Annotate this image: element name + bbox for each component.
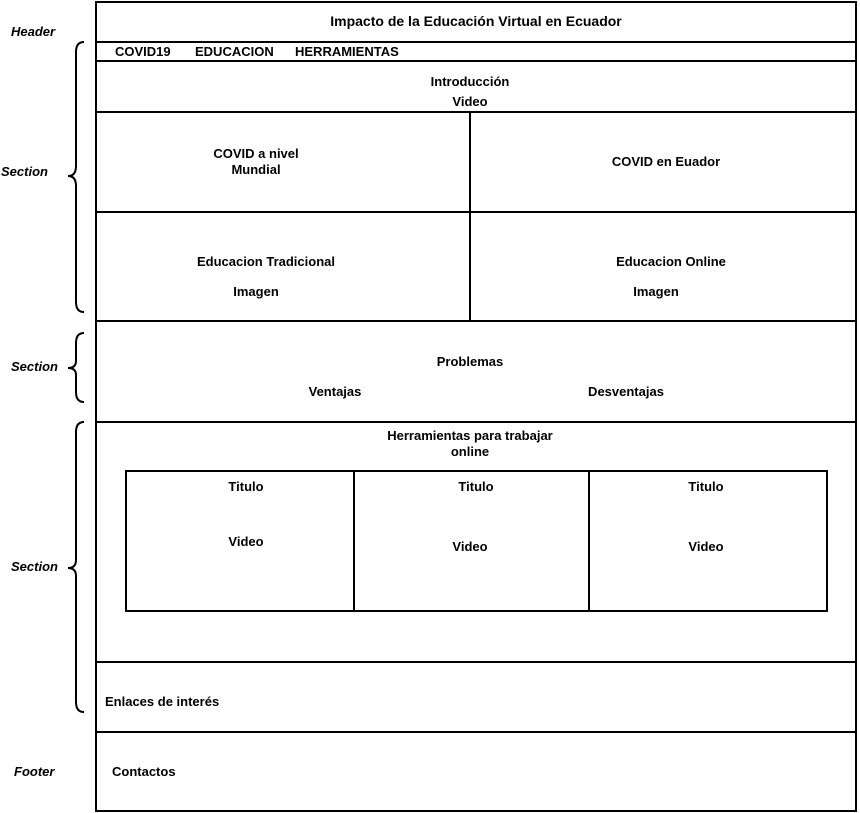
nav-item-covid19[interactable]: COVID19 <box>115 44 171 59</box>
section3-label: Section <box>11 559 58 574</box>
tool-card-1-video: Video <box>228 534 264 549</box>
covid-world-line1: COVID a nivel <box>213 146 299 161</box>
footer-contacts[interactable]: Contactos <box>112 764 176 779</box>
covid-world-line2: Mundial <box>231 162 281 177</box>
tool-card-2-video: Video <box>452 539 488 554</box>
edu-traditional-title: Educacion Tradicional <box>197 254 335 269</box>
intro-title: Introducción <box>430 74 510 89</box>
footer-label: Footer <box>14 764 55 779</box>
disadvantages-label: Desventajas <box>588 384 664 399</box>
section-braces <box>0 0 96 813</box>
page-title: Impacto de la Educación Virtual en Ecuador <box>330 13 622 29</box>
problems-box <box>95 320 857 423</box>
tool-card-3-video: Video <box>688 539 724 554</box>
header-label: Header <box>11 24 56 39</box>
problems-title: Problemas <box>436 354 504 369</box>
covid-ecuador-title: COVID en Euador <box>611 154 721 169</box>
edu-online-title: Educacion Online <box>616 254 726 269</box>
tools-title-line2: online <box>450 444 490 459</box>
edu-traditional-image: Imagen <box>233 284 279 299</box>
advantages-label: Ventajas <box>308 384 362 399</box>
nav-item-herramientas[interactable]: HERRAMIENTAS <box>295 44 399 59</box>
section3-brace <box>68 422 84 712</box>
section1-brace <box>68 42 84 312</box>
links-label[interactable]: Enlaces de interés <box>105 694 220 709</box>
tools-title-line1: Herramientas para trabajar <box>387 428 553 443</box>
tool-card-2-title: Titulo <box>458 479 494 494</box>
tool-card-1-title: Titulo <box>228 479 264 494</box>
nav-item-educacion[interactable]: EDUCACION <box>195 44 274 59</box>
covid-world-box <box>95 111 471 213</box>
section2-brace <box>68 333 84 402</box>
section1-label: Section <box>1 164 48 179</box>
footer-box <box>95 731 857 812</box>
section2-label: Section <box>11 359 58 374</box>
intro-video: Video <box>452 94 488 109</box>
tool-card-3-title: Titulo <box>688 479 724 494</box>
edu-online-image: Imagen <box>633 284 679 299</box>
